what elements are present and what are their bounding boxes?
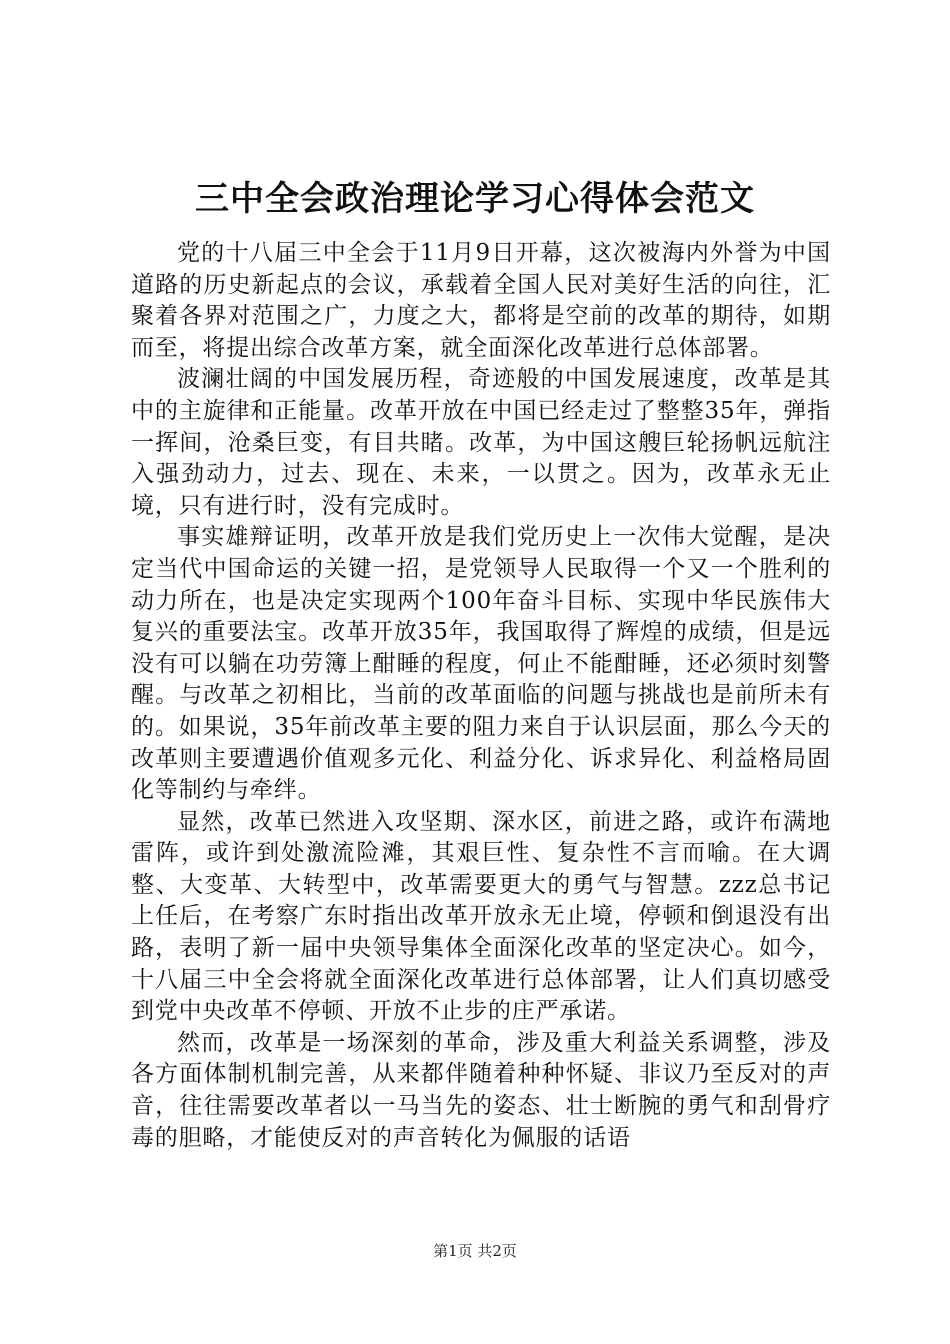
paragraph-4: 显然，改革已然进入攻坚期、深水区，前进之路，或许布满地雷阵，或许到处激流险滩，其艰巨性、复杂性不言而喻。在大调整、大变革、大转型中，改革需要更大的勇气与智慧。zzz总书记上任后，在考察广东时指出改革开放永无止境，停顿和倒退没有出路，表明了新一届中央领导集体全面深化改革的坚定决心。如今，十八届三中全会将就全面深化改革进行总体部署，让人们真切感受到党中央改革不停顿、开放不止步的庄严承诺。 — [131, 808, 831, 1025]
paragraph-3: 事实雄辩证明，改革开放是我们党历史上一次伟大觉醒，是决定当代中国命运的关键一招，是党领导人民取得一个又一个胜利的动力所在，也是决定实现两个100年奋斗目标、实现中华民族伟大复兴的重要法宝。改革开放35年，我国取得了辉煌的成绩，但是远没有可以躺在功劳簿上酣睡的程度，何止不能酣睡，还必须时刻警醒。与改革之初相比，当前的改革面临的问题与挑战也是前所未有的。如果说，35年前改革主要的阻力来自于认识层面，那么今天的改革则主要遭遇价值观多元化、利益分化、诉求异化、利益格局固化等制约与牵绊。 — [131, 524, 831, 804]
paragraph-1: 党的十八届三中全会于11月9日开幕，这次被海内外誉为中国道路的历史新起点的会议，承载着全国人民对美好生活的向往，汇聚着各界对范围之广，力度之大，都将是空前的改革的期待，如期而至，将提出综合改革方案，就全面深化改革进行总体部署。 — [131, 240, 831, 361]
paragraph-2: 波澜壮阔的中国发展历程，奇迹般的中国发展速度，改革是其中的主旋律和正能量。改革开放在中国已经走过了整整35年，弹指一挥间，沧桑巨变，有目共睹。改革，为中国这艘巨轮扬帆远航注入强劲动力，过去、现在、未来，一以贯之。因为，改革永无止境，只有进行时，没有完成时。 — [131, 366, 831, 519]
document-title: 三中全会政治理论学习心得体会范文 — [195, 179, 755, 219]
paragraph-5: 然而，改革是一场深刻的革命，涉及重大利益关系调整，涉及各方面体制机制完善，从来都伴随着种种怀疑、非议乃至反对的声音，往往需要改革者以一马当先的姿态、壮士断腕的勇气和刮骨疗毒的胆略，才能使反对的声音转化为佩服的话语 — [131, 1029, 831, 1151]
document-body — [131, 238, 831, 1183]
page-number-footer: 第1页 共2页 — [433, 1242, 517, 1260]
